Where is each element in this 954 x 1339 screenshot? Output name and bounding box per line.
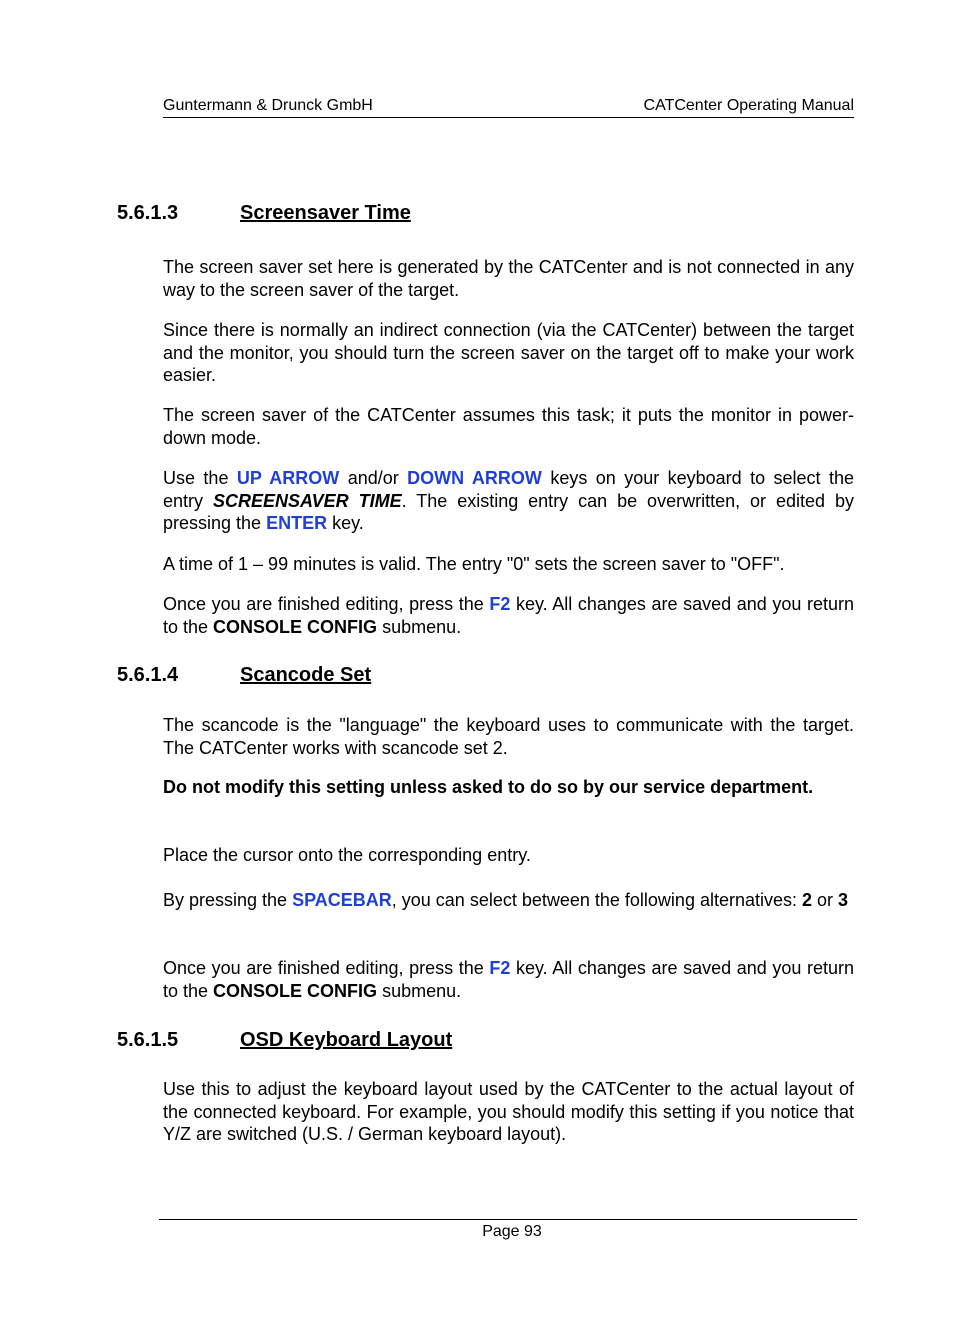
section-number: 5.6.1.5 [117, 1029, 179, 1051]
section-title: Scancode Set [240, 664, 372, 686]
text: submenu. [377, 616, 462, 637]
section-number: 5.6.1.3 [117, 202, 179, 224]
key-f2: F2 [489, 958, 511, 978]
paragraph: The scancode is the "language" the keyboard uses to communicate with the target. The CATCenter works with scancode set 2. [163, 715, 854, 758]
text: and/or [339, 468, 408, 488]
text: , you can select between the following alternatives: [391, 890, 803, 910]
key-enter: ENTER [266, 513, 328, 534]
paragraph: Use this to adjust the keyboard layout used by the CATCenter to the actual layout of the connected keyboard. For example, you should modify this setting if you notice that Y/Z are switched (U.S. / German keyboard layout). [163, 1079, 854, 1145]
text: key. [327, 513, 364, 534]
page-number: Page 93 [482, 1223, 542, 1240]
paragraph-f2 [163, 593, 854, 638]
paragraph-spacebar [163, 889, 854, 912]
paragraph: Since there is normally an indirect connection (via the CATCenter) between the target and the monitor, you should turn the screen saver on the target off to make your work easier. [163, 320, 854, 386]
text: Once you are finished editing, press the [163, 594, 490, 614]
text: keys on your keyboard to select the entry [163, 468, 854, 511]
paragraph-arrow-keys [163, 467, 854, 535]
text: or [812, 890, 839, 910]
warning-paragraph: Do not modify this setting unless asked to do so by our service department. [163, 777, 814, 797]
header-manual-title: CATCenter Operating Manual [643, 97, 854, 114]
key-up-arrow: UP ARROW [236, 468, 340, 488]
key-down-arrow: DOWN ARROW [407, 468, 542, 488]
header-company: Guntermann & Drunck GmbH [163, 97, 373, 114]
menu-console-config: CONSOLE CONFIG [213, 616, 378, 637]
option-value: 3 [838, 890, 849, 910]
entry-screensaver-time: SCREENSAVER TIME [212, 490, 402, 511]
section-heading-osd-keyboard-layout [117, 1029, 452, 1052]
menu-console-config: CONSOLE CONFIG [213, 980, 378, 1001]
paragraph: The screen saver set here is generated by the CATCenter and is not connected in any way to the screen saver of the target. [163, 257, 854, 300]
section-title: Screensaver Time [240, 202, 411, 224]
section-heading-scancode-set [117, 664, 371, 687]
paragraph: The screen saver of the CATCenter assumes this task; it puts the monitor in power-down mode. [163, 405, 854, 448]
key-f2: F2 [489, 594, 511, 614]
text: submenu. [377, 980, 462, 1001]
page-header [163, 97, 854, 118]
option-value: 2 [802, 890, 813, 910]
paragraph: A time of 1 – 99 minutes is valid. The entry "0" sets the screen saver to "OFF". [163, 554, 785, 574]
text: key. All changes are saved and you return to the [163, 594, 854, 637]
section-title: OSD Keyboard Layout [240, 1029, 453, 1051]
paragraph: Place the cursor onto the corresponding entry. [163, 845, 531, 865]
text: Use the [163, 468, 237, 488]
paragraph-f2 [163, 957, 854, 1002]
section-heading-screensaver-time [117, 202, 411, 225]
text: key. All changes are saved and you return to the [163, 958, 854, 1001]
key-spacebar: SPACEBAR [292, 890, 392, 910]
text: Once you are finished editing, press the [163, 958, 490, 978]
footer-divider [159, 1219, 857, 1220]
section-number: 5.6.1.4 [117, 664, 179, 686]
text: By pressing the [163, 890, 293, 910]
text: . The existing entry can be overwritten, or edited by pressing the [163, 490, 854, 534]
